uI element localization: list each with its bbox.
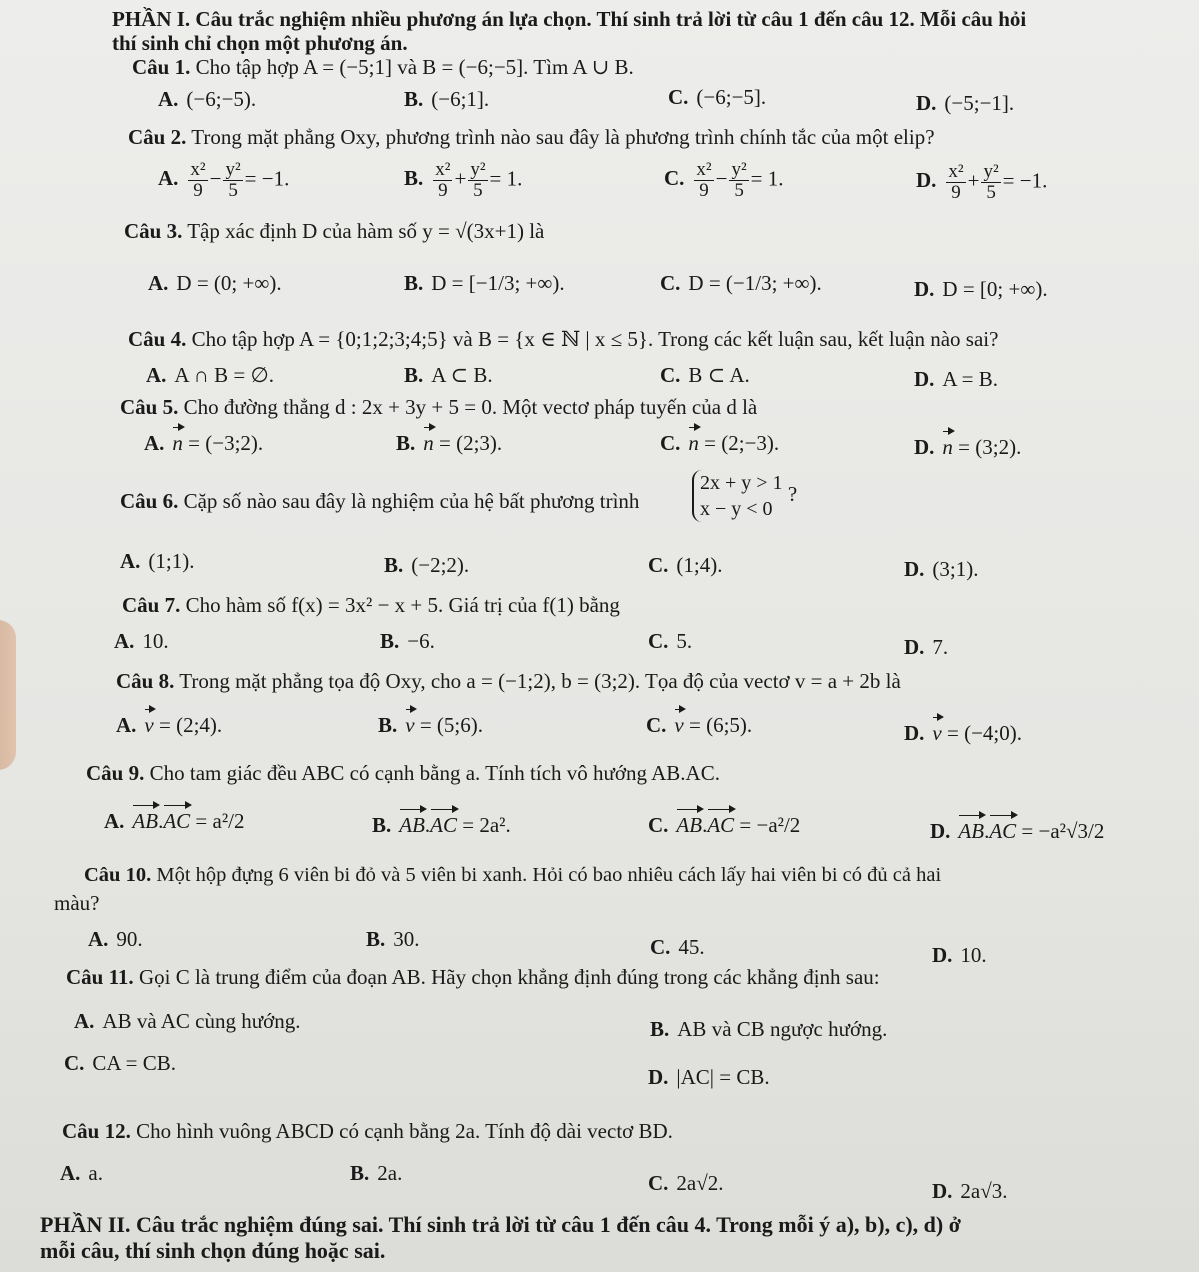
- question-10: Câu 10. Một hộp đựng 6 viên bi đỏ và 5 viên bi xanh. Hỏi có bao nhiêu cách lấy hai viên bi có đủ cả hai: [84, 864, 942, 886]
- question-4: Câu 4. Cho tập hợp A = {0;1;2;3;4;5} và B = {x ∈ ℕ | x ≤ 5}. Trong các kết luận sau, kết luận nào sai?: [128, 327, 999, 351]
- q6-option-b[interactable]: B. (−2;2).: [384, 553, 470, 577]
- q12-option-d[interactable]: D. 2a√3.: [932, 1179, 1008, 1203]
- part2-heading: PHẦN II. Câu trắc nghiệm đúng sai. Thí sinh trả lời từ câu 1 đến câu 4. Trong mỗi ý a), b), c), d) ở: [40, 1212, 961, 1237]
- q4-option-c[interactable]: C. B ⊂ A.: [660, 363, 750, 387]
- q2-option-a[interactable]: A. $\frac{\text{x²}}{9}$ − $\frac{\text{y²}}{5}$ = −1.: [158, 159, 290, 201]
- q3-option-c[interactable]: C. D = (−1/3; +∞).: [660, 271, 822, 295]
- q11-option-a[interactable]: A. AB và AC cùng hướng.: [74, 1009, 301, 1033]
- question-label: Câu 1.: [132, 55, 191, 79]
- question-text: Cho tập hợp A = (−5;1] và B = (−6;−5]. Tìm A ∪ B.: [195, 55, 634, 79]
- q3-option-a[interactable]: A. D = (0; +∞).: [148, 271, 282, 295]
- part2-heading-cont: mỗi câu, thí sinh chọn đúng hoặc sai.: [40, 1238, 386, 1263]
- q4-option-d[interactable]: D. A = B.: [914, 367, 999, 391]
- q5-option-a[interactable]: A. n = (−3;2).: [144, 431, 264, 455]
- q9-option-c[interactable]: C. AB.AC = −a²/2: [648, 813, 801, 837]
- q3-option-b[interactable]: B. D = [−1/3; +∞).: [404, 271, 565, 295]
- q2-option-b[interactable]: B. $\frac{\text{x²}}{9}$ + $\frac{\text{y²}}{5}$ = 1.: [404, 159, 523, 201]
- q10-option-a[interactable]: A. 90.: [88, 927, 143, 951]
- question-1: [132, 54, 634, 80]
- thumb-shadow: [0, 620, 16, 770]
- q1-option-a[interactable]: A. (−6;−5).: [158, 87, 257, 111]
- question-7: Câu 7. Cho hàm số f(x) = 3x² − x + 5. Giá trị của f(1) bằng: [122, 593, 620, 617]
- q9-option-b[interactable]: B. AB.AC = 2a².: [372, 813, 511, 837]
- q7-option-a[interactable]: A. 10.: [114, 629, 169, 653]
- question-8: Câu 8. Trong mặt phẳng tọa độ Oxy, cho a = (−1;2), b = (3;2). Tọa độ của vectơ v = a + 2b là: [116, 669, 901, 693]
- q11-option-b[interactable]: B. AB và CB ngược hướng.: [650, 1017, 888, 1041]
- q11-option-d[interactable]: D. |AC| = CB.: [648, 1065, 770, 1089]
- question-3: Câu 3. Tập xác định D của hàm số y = √(3x+1) là: [124, 219, 545, 243]
- q3-option-d[interactable]: D. D = [0; +∞).: [914, 277, 1048, 301]
- q7-option-d[interactable]: D. 7.: [904, 635, 949, 659]
- q5-option-d[interactable]: D. n = (3;2).: [914, 435, 1022, 459]
- inequality-system: 2x + y > 1 x − y < 0 ?: [692, 470, 797, 522]
- question-11: Câu 11. Gọi C là trung điểm của đoạn AB. Hãy chọn khẳng định đúng trong các khẳng định sau:: [66, 965, 880, 989]
- q8-option-a[interactable]: A. v = (2;4).: [116, 713, 223, 737]
- q1-option-d[interactable]: D. (−5;−1].: [916, 91, 1015, 115]
- question-6: Câu 6. Cặp số nào sau đây là nghiệm của hệ bất phương trình: [120, 489, 640, 513]
- q4-option-a[interactable]: A. A ∩ B = ∅.: [146, 363, 274, 387]
- q6-option-a[interactable]: A. (1;1).: [120, 549, 195, 573]
- q1-option-b[interactable]: B. (−6;1].: [404, 87, 490, 111]
- q8-option-b[interactable]: B. v = (5;6).: [378, 713, 484, 737]
- q10-option-d[interactable]: D. 10.: [932, 943, 987, 967]
- q8-option-d[interactable]: D. v = (−4;0).: [904, 721, 1023, 745]
- part1-heading-cont: thí sinh chỉ chọn một phương án.: [112, 31, 408, 55]
- q2-option-d[interactable]: D. $\frac{\text{x²}}{9}$ + $\frac{\text{y²}}{5}$ = −1.: [916, 161, 1048, 203]
- q5-option-b[interactable]: B. n = (2;3).: [396, 431, 503, 455]
- question-5: Câu 5. Cho đường thẳng d : 2x + 3y + 5 = 0. Một vectơ pháp tuyến của d là: [120, 395, 758, 419]
- q10-option-c[interactable]: C. 45.: [650, 935, 705, 959]
- q12-option-c[interactable]: C. 2a√2.: [648, 1171, 724, 1195]
- q6-option-d[interactable]: D. (3;1).: [904, 557, 979, 581]
- q7-option-b[interactable]: B. −6.: [380, 629, 435, 653]
- q6-option-c[interactable]: C. (1;4).: [648, 553, 723, 577]
- q12-option-a[interactable]: A. a.: [60, 1161, 103, 1185]
- q12-option-b[interactable]: B. 2a.: [350, 1161, 403, 1185]
- q11-option-c[interactable]: C. CA = CB.: [64, 1051, 177, 1075]
- q9-option-d[interactable]: D. AB.AC = −a²√3/2: [930, 819, 1105, 843]
- q9-option-a[interactable]: A. AB.AC = a²/2: [104, 809, 245, 833]
- question-2: Câu 2. Trong mặt phẳng Oxy, phương trình nào sau đây là phương trình chính tắc của một elip?: [128, 125, 935, 149]
- question-10-cont: màu?: [54, 891, 100, 915]
- q1-option-c[interactable]: C. (−6;−5].: [668, 85, 767, 109]
- q10-option-b[interactable]: B. 30.: [366, 927, 420, 951]
- q2-option-c[interactable]: C. $\frac{\text{x²}}{9}$ − $\frac{\text{y²}}{5}$ = 1.: [664, 159, 784, 201]
- q5-option-c[interactable]: C. n = (2;−3).: [660, 431, 780, 455]
- question-9: Câu 9. Cho tam giác đều ABC có cạnh bằng a. Tính tích vô hướng AB.AC.: [86, 761, 720, 785]
- part1-heading: PHẦN I. Câu trắc nghiệm nhiều phương án lựa chọn. Thí sinh trả lời từ câu 1 đến câu 12. Mỗi câu hỏi: [112, 7, 1027, 31]
- q7-option-c[interactable]: C. 5.: [648, 629, 693, 653]
- q8-option-c[interactable]: C. v = (6;5).: [646, 713, 753, 737]
- q4-option-b[interactable]: B. A ⊂ B.: [404, 363, 493, 387]
- question-12: Câu 12. Cho hình vuông ABCD có cạnh bằng 2a. Tính độ dài vectơ BD.: [62, 1119, 673, 1143]
